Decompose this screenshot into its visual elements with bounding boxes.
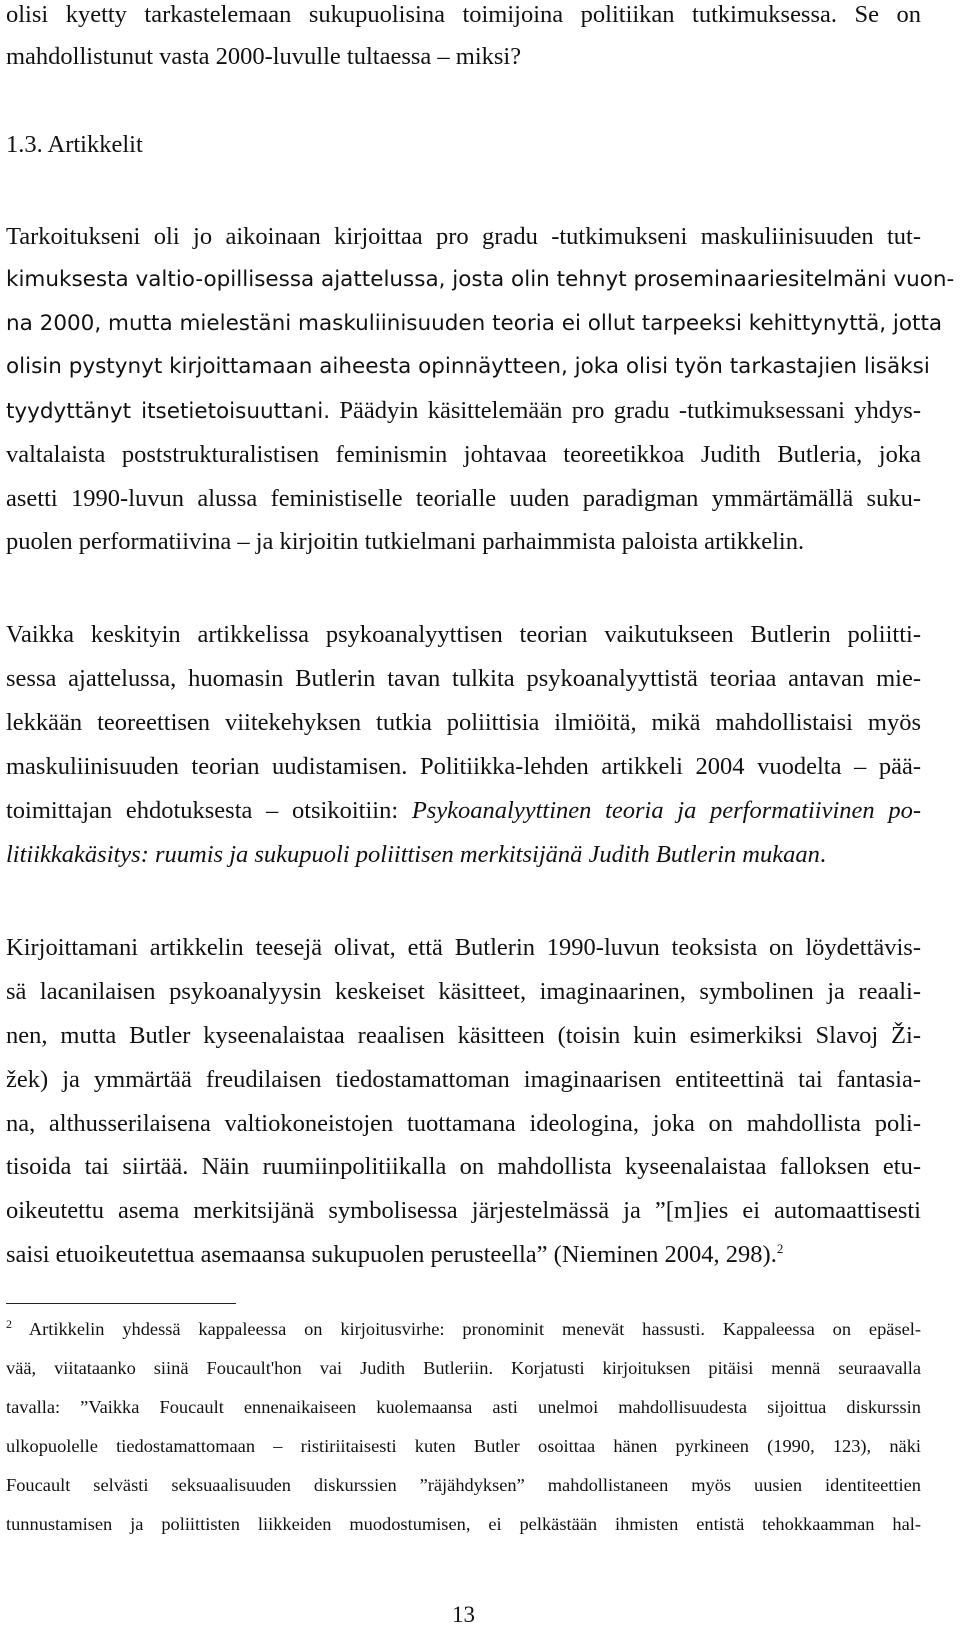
paragraph-line: oikeutettu asema merkitsijänä symbolisessa järjestelmässä ja ”[m]ies ei automaattisesti	[6, 1197, 921, 1224]
paragraph-line: na, althusserilaisena valtiokoneistojen tuottamana ideologina, joka on mahdollista poli-	[6, 1110, 921, 1137]
paragraph-line: olisin pystynyt kirjoittamaan aiheesta opinnäytteen, joka olisi työn tarkastajien lisäksi	[6, 354, 930, 379]
section-heading: 1.3. Artikkelit	[6, 131, 143, 158]
paragraph-line	[6, 1240, 921, 1270]
paragraph-line: maskuliinisuuden teorian uudistamisen. Politiikka-lehden artikkeli 2004 vuodelta – pää-	[6, 753, 921, 780]
paragraph-line: na 2000, mutta mielestäni maskuliinisuuden teoria ei ollut tarpeeksi kehittynyttä, jotta	[6, 311, 943, 336]
paragraph-segment: .	[819, 841, 826, 868]
paragraph-line: tisoida tai siirtää. Näin ruumiinpolitiikalla on mahdollista kyseenalaistaa falloksen etu-	[6, 1153, 921, 1180]
paragraph-line: sä lacanilaisen psykoanalyysin keskeiset käsitteet, imaginaarinen, symbolinen ja reaali-	[6, 978, 921, 1005]
paragraph-line: Vaikka keskityin artikkelissa psykoanalyyttisen teorian vaikutukseen Butlerin poliitti-	[6, 621, 921, 648]
paragraph-segment: toimittajan ehdotuksesta – otsikoitiin:	[6, 797, 412, 824]
paragraph-line: lekkään teoreettisen viitekehyksen tutkia poliittisia ilmiöitä, mikä mahdollistaisi myös	[6, 709, 921, 736]
footnote-reference[interactable]: 2	[776, 1240, 784, 1256]
intro-line: mahdollistunut vasta 2000-luvulle tultaessa – miksi?	[6, 43, 522, 70]
intro-line: olisi kyetty tarkastelemaan sukupuolisina toimijoina politiikan tutkimuksessa. Se on	[6, 1, 921, 28]
paragraph-line: kimuksesta valtio-opillisessa ajattelussa, josta olin tehnyt proseminaariesitelmäni vuon-	[6, 267, 955, 292]
article-title-segment: litiikkakäsitys: ruumis ja sukupuoli poliittisen merkitsijänä Judith Butlerin mukaan	[6, 841, 820, 868]
paragraph-segment: Päädyin käsittelemään pro gradu -tutkimuksessani yhdys-	[330, 397, 921, 424]
paragraph-line	[6, 396, 921, 427]
footnote-line: vää, viitataanko siinä Foucault'hon vai Judith Butleriin. Korjatusti kirjoituksen pitäisi mennä seuraavalla	[6, 1358, 921, 1378]
paragraph-line	[6, 840, 921, 870]
paragraph-line: nen, mutta Butler kyseenalaistaa reaalisen käsitteen (toisin kuin esimerkiksi Slavoj Ži-	[6, 1022, 921, 1049]
footnote-line: tunnustamisen ja poliittisten liikkeiden muodostumisen, ei pelkästään ihmisten entistä tehokkaamman hal-	[6, 1514, 921, 1534]
paragraph-segment: tyydyttänyt itsetietoisuuttani.	[6, 399, 331, 424]
footnote-line: tavalla: ”Vaikka Foucault ennenaikaiseen kuolemaansa asti unelmoi mahdollisuudesta sijoittua diskurssin	[6, 1397, 921, 1417]
paragraph-line: puolen performatiivina – ja kirjoitin tutkielmani parhaimmista paloista artikkelin.	[6, 528, 805, 555]
paragraph-line: valtalaista poststrukturalistisen feminismin johtavaa teoreetikkoa Judith Butleria, joka	[6, 441, 921, 468]
footnote-separator	[6, 1303, 236, 1304]
footnote-line	[6, 1317, 921, 1341]
paragraph-line: sessa ajattelussa, huomasin Butlerin tavan tulkita psykoanalyyttistä teoriaa antavan mie-	[6, 665, 921, 692]
footnote-text: Artikkelin yhdessä kappaleessa on kirjoitusvirhe: pronominit menevät hassusti. Kappaleessa on epäsel-	[28, 1319, 921, 1339]
paragraph-line: asetti 1990-luvun alussa feministiselle teorialle uuden paradigman ymmärtämällä suku-	[6, 485, 921, 512]
paragraph-line: Kirjoittamani artikkelin teesejä olivat, että Butlerin 1990-luvun teoksista on löydettävis-	[6, 934, 921, 961]
page-number: 13	[452, 1602, 475, 1627]
paragraph-line	[6, 796, 921, 826]
paragraph-segment: saisi etuoikeutettua asemaansa sukupuolen perusteella” (Nieminen 2004, 298).	[6, 1241, 777, 1268]
footnote-line: ulkopuolelle tiedostamattomaan – ristiriitaisesti kuten Butler osoittaa hänen pyrkineen (1990, 123), näki	[6, 1436, 921, 1456]
paragraph-line: žek) ja ymmärtää freudilaisen tiedostamattoman imaginaarisen entiteettinä tai fantasia-	[6, 1066, 921, 1093]
footnote-line: Foucault selvästi seksuaalisuuden diskurssien ”räjähdyksen” mahdollistaneen myös uusien identiteettien	[6, 1475, 921, 1495]
article-title-segment: Psykoanalyyttinen teoria ja performatiivinen po-	[411, 797, 921, 824]
paragraph-line: Tarkoitukseni oli jo aikoinaan kirjoittaa pro gradu -tutkimukseni maskuliinisuuden tut-	[6, 223, 921, 250]
footnote-marker: 2	[6, 1316, 12, 1331]
